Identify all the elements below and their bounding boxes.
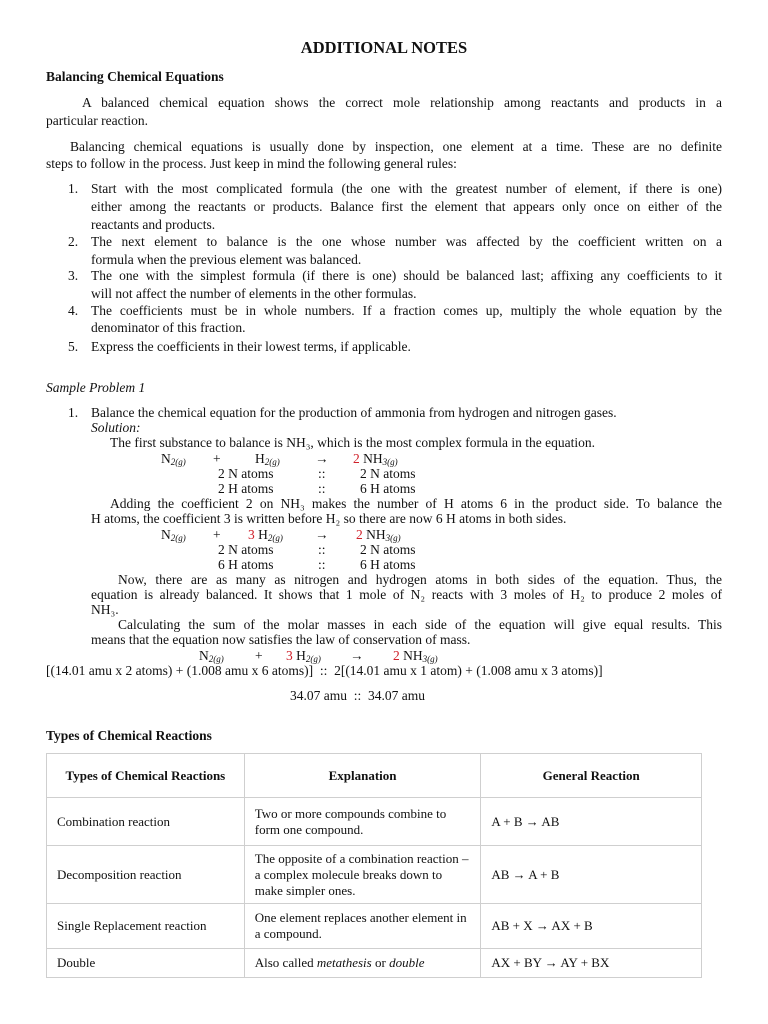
reactant-h2: 3 $H_{2(g)}$ bbox=[248, 527, 283, 543]
table-row bbox=[47, 798, 702, 846]
arrow-icon: → bbox=[315, 527, 329, 542]
paragraph-line: Balancing chemical equations is usually done by inspection, one element at a time. These are no definite bbox=[70, 139, 722, 154]
list-item-line: The coefficients must be in whole numbers. If a fraction comes up, multiply the whole equation by the bbox=[91, 303, 722, 318]
table-row bbox=[47, 846, 702, 904]
reaction-explanation: One element replaces another element in a compound. bbox=[244, 904, 481, 949]
atom-count: 2 N atoms bbox=[218, 542, 274, 557]
molar-mass-expression: [(14.01 amu x 2 atoms) + (1.008 amu x 6 atoms)] :: 2[(14.01 amu x 1 atom) + (1.008 amu x 3 atoms)] bbox=[46, 663, 603, 678]
section-heading-balancing: Balancing Chemical Equations bbox=[46, 69, 224, 84]
plus-sign: + bbox=[213, 527, 221, 542]
reactant-n2: $N_{2(g)}$ bbox=[199, 648, 224, 664]
list-number: 1. bbox=[68, 405, 79, 420]
page-title: ADDITIONAL NOTES bbox=[300, 38, 468, 57]
paragraph-line: A balanced chemical equation shows the correct mole relationship among reactants and products in a bbox=[82, 95, 722, 110]
table-row bbox=[47, 949, 702, 978]
solution-step: The first substance to balance is NH₃, which is the most complex formula in the equation. bbox=[110, 435, 595, 450]
atom-count: 6 H atoms bbox=[360, 481, 416, 496]
reaction-type: Double bbox=[47, 949, 245, 978]
solution-step: Calculating the sum of the molar masses in each side of the equation will give equal results. This bbox=[118, 617, 722, 632]
table-row bbox=[47, 904, 702, 949]
reaction-explanation: The opposite of a combination reaction – a complex molecule breaks down to make simpler ones. bbox=[244, 846, 481, 904]
reactant-h2: $H_{2(g)}$ bbox=[255, 451, 280, 467]
separator: :: bbox=[318, 466, 326, 481]
reactant-n2: $N_{2(g)}$ bbox=[161, 451, 186, 467]
separator: :: bbox=[318, 542, 326, 557]
list-number: 2. bbox=[68, 234, 79, 249]
atom-count: 2 N atoms bbox=[360, 466, 416, 481]
reactant-n2: $N_{2(g)}$ bbox=[161, 527, 186, 543]
list-item-line: Start with the most complicated formula (the one with the greatest number of element, if there is one) bbox=[91, 181, 722, 196]
solution-step: equation is already balanced. It shows that 1 mole of N₂ reacts with 3 moles of H₂ to produce 2 moles of bbox=[91, 587, 722, 602]
list-item-line: Express the coefficients in their lowest terms, if applicable. bbox=[91, 339, 411, 354]
column-header: Types of Chemical Reactions bbox=[47, 754, 245, 798]
reaction-type: Decomposition reaction bbox=[47, 846, 245, 904]
solution-step: NH₃. bbox=[91, 602, 119, 617]
section-heading-types: Types of Chemical Reactions bbox=[46, 728, 212, 743]
atom-count: 2 N atoms bbox=[360, 542, 416, 557]
list-number: 1. bbox=[68, 181, 79, 196]
list-item-line: either among the reactants or products. Balance first the element that appears only once on either of the bbox=[91, 199, 722, 214]
list-item-line: denominator of this fraction. bbox=[91, 320, 246, 335]
solution-step: H atoms, the coefficient 3 is written before H₂ so there are now 6 H atoms in both sides. bbox=[91, 511, 567, 526]
paragraph-line: particular reaction. bbox=[46, 113, 148, 128]
list-item-line: will not affect the number of elements in the other formulas. bbox=[91, 286, 417, 301]
separator: :: bbox=[318, 557, 326, 572]
product-nh3: 2 $NH_{3(g)}$ bbox=[356, 527, 401, 543]
plus-sign: + bbox=[213, 451, 221, 466]
column-header: General Reaction bbox=[481, 754, 702, 798]
atom-count: 2 H atoms bbox=[218, 481, 274, 496]
list-number: 5. bbox=[68, 339, 79, 354]
general-reaction: AX + BY → AY + BX bbox=[481, 949, 702, 978]
column-header: Explanation bbox=[244, 754, 481, 798]
atom-count: 6 H atoms bbox=[218, 557, 274, 572]
reaction-type: Combination reaction bbox=[47, 798, 245, 846]
product-nh3: 2 $NH_{3(g)}$ bbox=[353, 451, 398, 467]
table-header-row bbox=[47, 754, 702, 798]
reaction-type: Single Replacement reaction bbox=[47, 904, 245, 949]
molar-mass-result: 34.07 amu :: 34.07 amu bbox=[290, 688, 425, 703]
product-nh3: 2 $NH_{3(g)}$ bbox=[393, 648, 438, 664]
arrow-icon: → bbox=[315, 451, 329, 466]
general-reaction: A + B → AB bbox=[481, 798, 702, 846]
reactant-h2: 3 $H_{2(g)}$ bbox=[286, 648, 321, 664]
reaction-explanation: Two or more compounds combine to form one compound. bbox=[244, 798, 481, 846]
sample-problem-heading: Sample Problem 1 bbox=[46, 380, 146, 395]
list-item-line: The next element to balance is the one whose number was affected by the coefficient written on a bbox=[91, 234, 722, 249]
reactions-table bbox=[46, 753, 702, 978]
separator: :: bbox=[318, 481, 326, 496]
solution-label: Solution: bbox=[91, 420, 141, 435]
general-reaction: AB → A + B bbox=[481, 846, 702, 904]
solution-step: means that the equation now satisfies the law of conservation of mass. bbox=[91, 632, 471, 647]
list-item-line: The one with the simplest formula (if there is one) should be balanced last; affixing any coefficients to it bbox=[91, 268, 722, 283]
solution-step: Now, there are as many as nitrogen and hydrogen atoms in both sides of the equation. Thus, the bbox=[118, 572, 722, 587]
atom-count: 6 H atoms bbox=[360, 557, 416, 572]
general-reaction: AB + X → AX + B bbox=[481, 904, 702, 949]
list-item-line: formula when the previous element was balanced. bbox=[91, 252, 362, 267]
atom-count: 2 N atoms bbox=[218, 466, 274, 481]
list-number: 4. bbox=[68, 303, 79, 318]
list-item-line: reactants and products. bbox=[91, 217, 216, 232]
solution-step: Adding the coefficient 2 on NH₃ makes the number of H atoms 6 in the product side. To balance the bbox=[110, 496, 722, 511]
arrow-icon: → bbox=[350, 648, 364, 663]
plus-sign: + bbox=[255, 648, 263, 663]
sample-question: Balance the chemical equation for the production of ammonia from hydrogen and nitrogen gases. bbox=[91, 405, 617, 420]
reaction-explanation: Also called metathesis or double bbox=[244, 949, 481, 978]
list-number: 3. bbox=[68, 268, 79, 283]
paragraph-line: steps to follow in the process. Just keep in mind the following general rules: bbox=[46, 156, 457, 171]
